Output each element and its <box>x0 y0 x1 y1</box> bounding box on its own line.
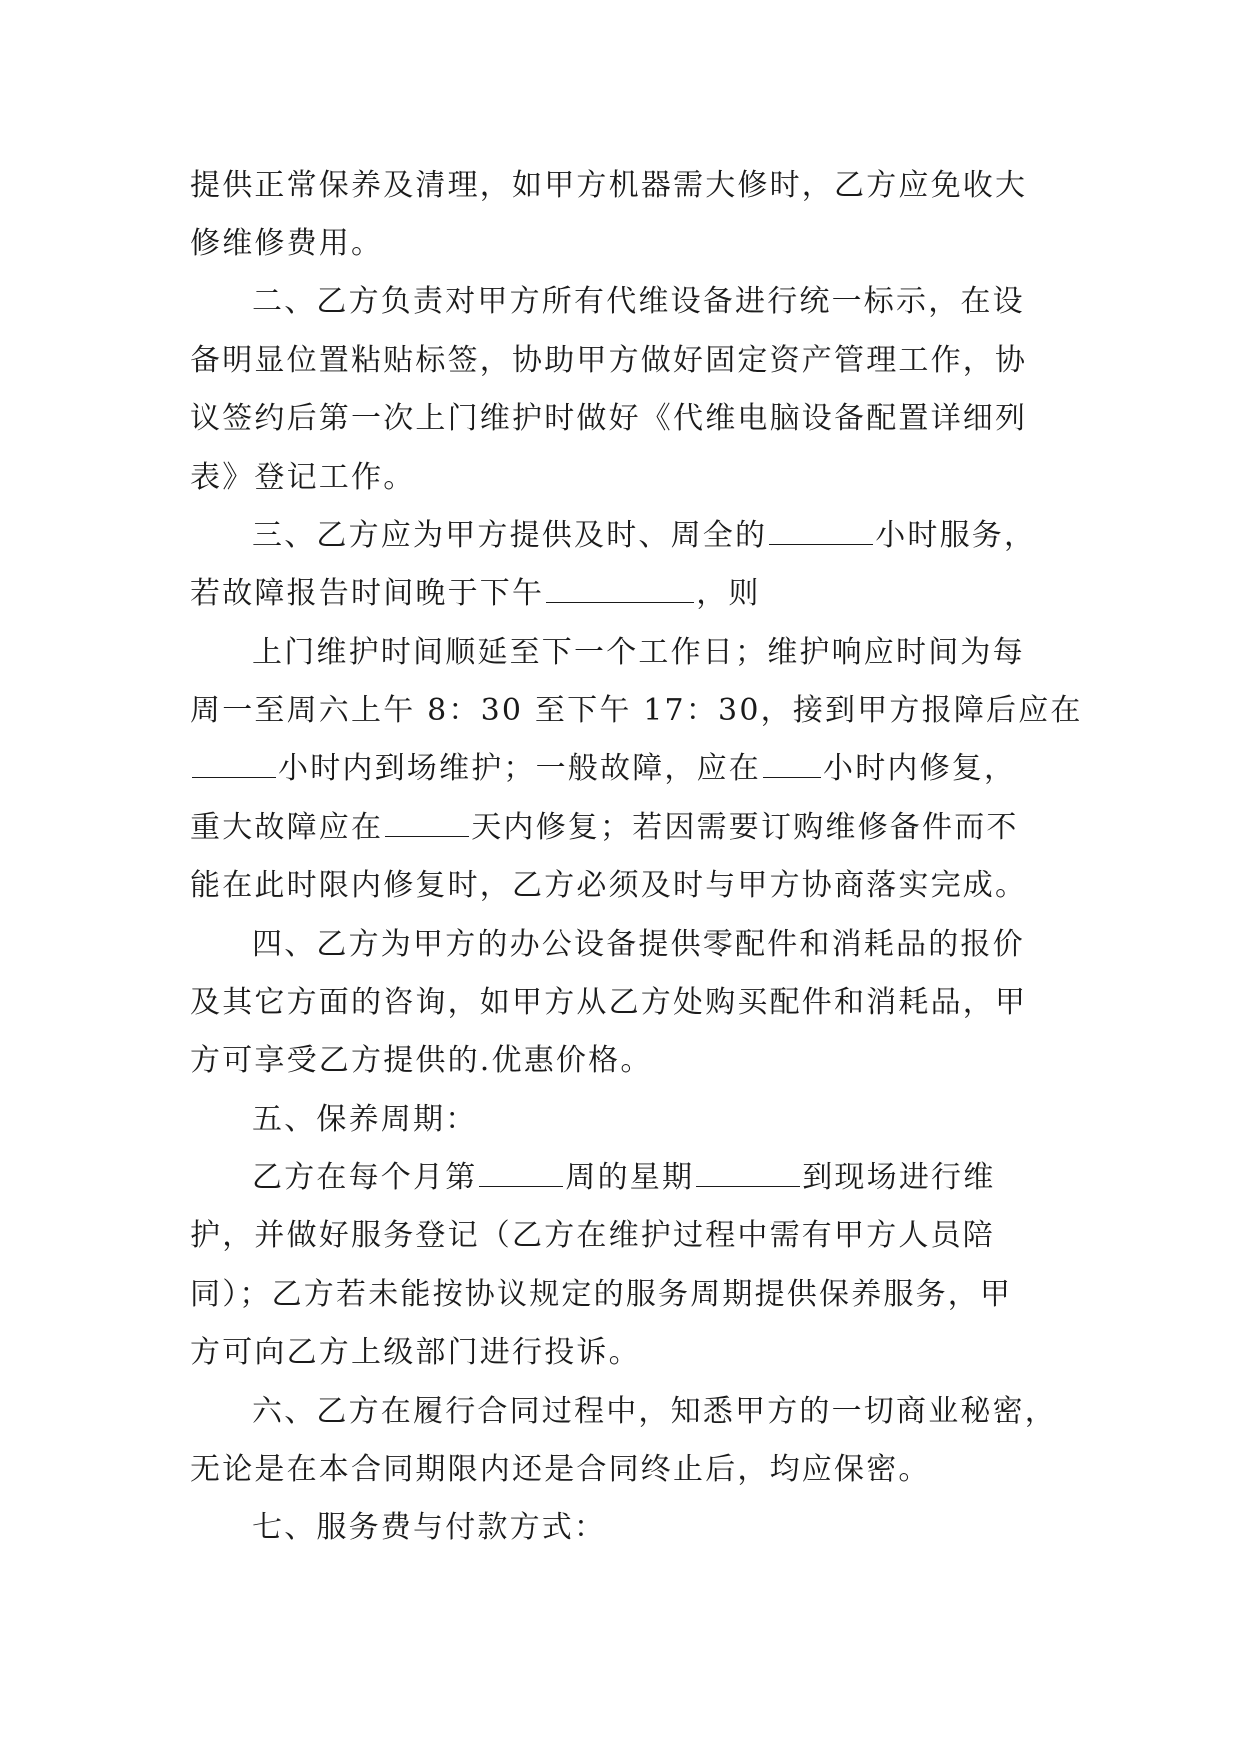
paragraph-2-line-1: 二、乙方负责对甲方所有代维设备进行统一标示，在设 <box>252 284 1025 319</box>
fill-blank-arrival-hours[interactable] <box>192 751 276 778</box>
fill-blank-weekday[interactable] <box>696 1160 800 1187</box>
paragraph-1-line-1: 提供正常保养及清理，如甲方机器需大修时，乙方应免收大 <box>190 168 1028 203</box>
paragraph-4-line-4 <box>190 808 1019 848</box>
paragraph-4-line-1: 上门维护时间顺延至下一个工作日；维护响应时间为每 <box>252 635 1025 670</box>
paragraph-7-line-4: 方可向乙方上级部门进行投诉。 <box>190 1335 641 1370</box>
paragraph-4-text-b: 小时内修复， <box>823 751 1017 786</box>
paragraph-3-line-2 <box>190 574 761 614</box>
paragraph-4-text-a: 小时内到场维护；一般故障，应在 <box>278 751 761 786</box>
paragraph-4-line-2: 周一至周六上午 8：30 至下午 17：30，接到甲方报障后应在 <box>190 693 1083 728</box>
paragraph-5-line-2: 及其它方面的咨询，如甲方从乙方处购买配件和消耗品，甲 <box>190 985 1028 1020</box>
paragraph-3-text-a: 三、乙方应为甲方提供及时、周全的 <box>252 518 768 553</box>
paragraph-2-line-4: 表》登记工作。 <box>190 460 416 495</box>
fill-blank-report-time[interactable] <box>546 576 694 603</box>
paragraph-7-line-2: 护，并做好服务登记（乙方在维护过程中需有甲方人员陪 <box>190 1218 995 1253</box>
paragraph-3-text-b: 小时服务， <box>875 518 1037 553</box>
paragraph-3-text-c: 若故障报告时间晚于下午 <box>190 576 545 611</box>
fill-blank-repair-hours[interactable] <box>763 751 821 778</box>
paragraph-3-text-d: ，则 <box>696 576 761 611</box>
paragraph-9-heading: 七、服务费与付款方式： <box>252 1510 607 1545</box>
paragraph-7-line-3: 同）；乙方若未能按协议规定的服务周期提供保养服务，甲 <box>190 1277 1013 1312</box>
paragraph-5-line-1: 四、乙方为甲方的办公设备提供零配件和消耗品的报价 <box>252 927 1025 962</box>
paragraph-8-line-1: 六、乙方在履行合同过程中，知悉甲方的一切商业秘密， <box>252 1394 1057 1429</box>
paragraph-4-line-3 <box>190 749 1016 789</box>
fill-blank-major-repair-days[interactable] <box>385 810 469 837</box>
paragraph-7-text-c: 到现场进行维 <box>802 1160 996 1195</box>
paragraph-4-text-c: 重大故障应在 <box>190 810 384 845</box>
paragraph-2-line-3: 议签约后第一次上门维护时做好《代维电脑设备配置详细列 <box>190 401 1028 436</box>
fill-blank-hours-service[interactable] <box>769 518 873 545</box>
paragraph-3-line-1 <box>252 516 1036 556</box>
paragraph-6-heading: 五、保养周期： <box>252 1102 478 1137</box>
paragraph-4-line-5: 能在此时限内修复时，乙方必须及时与甲方协商落实完成。 <box>190 868 1028 903</box>
paragraph-8-line-2: 无论是在本合同期限内还是合同终止后，均应保密。 <box>190 1452 931 1487</box>
fill-blank-week-number[interactable] <box>479 1160 563 1187</box>
paragraph-7-line-1 <box>252 1158 995 1198</box>
paragraph-7-text-b: 周的星期 <box>565 1160 695 1195</box>
paragraph-7-text-a: 乙方在每个月第 <box>252 1160 478 1195</box>
paragraph-1-line-2: 修维修费用。 <box>190 226 384 261</box>
paragraph-2-line-2: 备明显位置粘贴标签，协助甲方做好固定资产管理工作，协 <box>190 343 1028 378</box>
paragraph-5-line-3: 方可享受乙方提供的.优惠价格。 <box>190 1043 653 1078</box>
paragraph-4-text-d: 天内修复；若因需要订购维修备件而不 <box>471 810 1019 845</box>
